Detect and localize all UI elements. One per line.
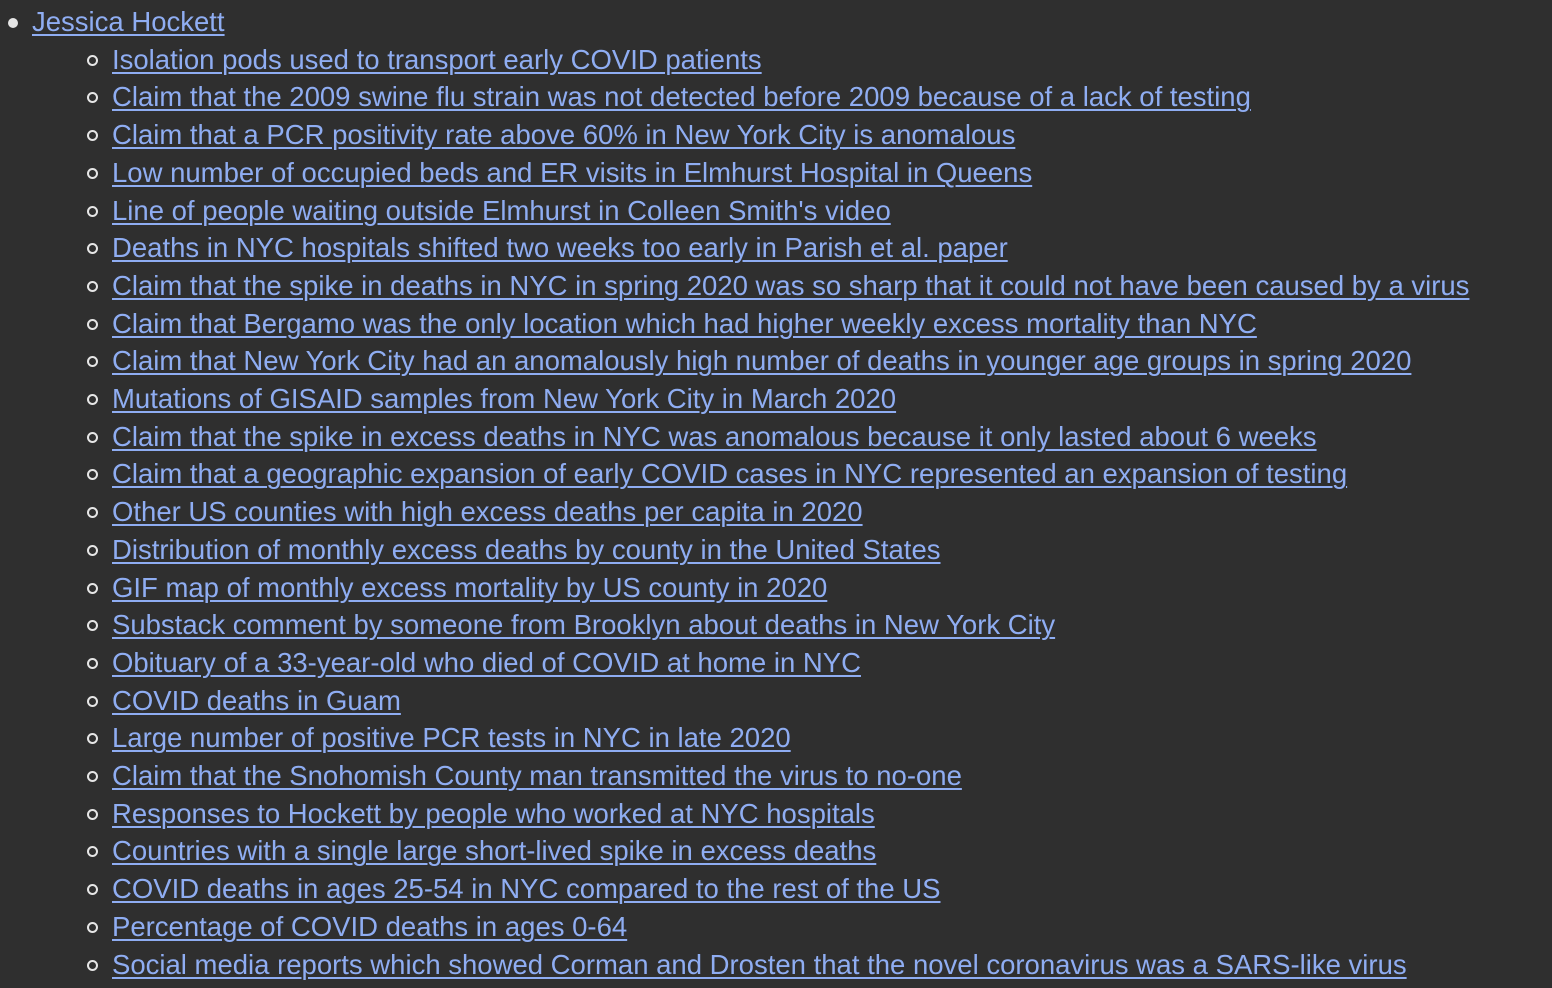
topic-link[interactable]: Substack comment by someone from Brooklyn about deaths in New York City	[112, 609, 1056, 641]
topic-link[interactable]: Responses to Hockett by people who worked at NYC hospitals	[112, 797, 875, 829]
list-item	[32, 493, 1469, 531]
outline-list	[0, 3, 1469, 983]
topic-link[interactable]: Countries with a single large short-lived spike in excess deaths	[112, 835, 877, 867]
filled-bullet-icon	[8, 18, 18, 28]
hollow-bullet-icon	[87, 545, 98, 556]
hollow-bullet-icon	[87, 92, 98, 103]
list-item	[32, 380, 1469, 418]
list-item	[32, 682, 1469, 720]
topic-link[interactable]: Isolation pods used to transport early COVID patients	[112, 43, 762, 75]
topic-link[interactable]: Claim that Bergamo was the only location which had higher weekly excess mortality than NYC	[112, 307, 1257, 339]
hollow-bullet-icon	[87, 922, 98, 933]
topic-link[interactable]: Claim that New York City had an anomalously high number of deaths in younger age groups in spring 2020	[112, 345, 1412, 377]
hollow-bullet-icon	[87, 583, 98, 594]
list-item	[32, 644, 1469, 682]
hollow-bullet-icon	[87, 696, 98, 707]
topic-link[interactable]: Other US counties with high excess deaths per capita in 2020	[112, 496, 863, 528]
hollow-bullet-icon	[87, 243, 98, 254]
hollow-bullet-icon	[87, 130, 98, 141]
hollow-bullet-icon	[87, 771, 98, 782]
list-item	[32, 795, 1469, 833]
list-item	[32, 757, 1469, 795]
topic-link[interactable]: Claim that the 2009 swine flu strain was not detected before 2009 because of a lack of testing	[112, 81, 1251, 113]
hollow-bullet-icon	[87, 319, 98, 330]
list-item	[32, 78, 1469, 116]
hollow-bullet-icon	[87, 55, 98, 66]
list-item	[32, 342, 1469, 380]
list-item	[32, 606, 1469, 644]
list-item	[32, 569, 1469, 607]
list-item	[32, 305, 1469, 343]
topic-link[interactable]: Deaths in NYC hospitals shifted two weeks too early in Parish et al. paper	[112, 232, 1008, 264]
topic-link[interactable]: Claim that the spike in deaths in NYC in spring 2020 was so sharp that it could not have been caused by a virus	[112, 269, 1470, 301]
hollow-bullet-icon	[87, 168, 98, 179]
outline-item-author	[0, 3, 1469, 983]
list-item	[32, 192, 1469, 230]
hollow-bullet-icon	[87, 658, 98, 669]
topic-link[interactable]: Social media reports which showed Corman and Drosten that the novel coronavirus was a SARS-like virus	[112, 948, 1407, 980]
list-item	[32, 870, 1469, 908]
topic-link[interactable]: Claim that the spike in excess deaths in NYC was anomalous because it only lasted about 6 weeks	[112, 420, 1317, 452]
list-item	[32, 455, 1469, 493]
list-item	[32, 908, 1469, 946]
topic-link[interactable]: Claim that a PCR positivity rate above 60% in New York City is anomalous	[112, 119, 1016, 151]
list-item	[32, 267, 1469, 305]
hollow-bullet-icon	[87, 394, 98, 405]
topic-link[interactable]: Large number of positive PCR tests in NYC in late 2020	[112, 722, 791, 754]
topic-link[interactable]: COVID deaths in Guam	[112, 684, 401, 716]
topic-link[interactable]: Low number of occupied beds and ER visits in Elmhurst Hospital in Queens	[112, 156, 1033, 188]
hollow-bullet-icon	[87, 620, 98, 631]
list-item	[32, 116, 1469, 154]
sub-list	[32, 41, 1469, 984]
topic-link[interactable]: Claim that the Snohomish County man transmitted the virus to no-one	[112, 760, 962, 792]
topic-link[interactable]: Claim that a geographic expansion of early COVID cases in NYC represented an expansion of testing	[112, 458, 1348, 490]
list-item	[32, 946, 1469, 984]
hollow-bullet-icon	[87, 733, 98, 744]
hollow-bullet-icon	[87, 356, 98, 367]
hollow-bullet-icon	[87, 507, 98, 518]
topic-link[interactable]: Distribution of monthly excess deaths by county in the United States	[112, 533, 941, 565]
list-item	[32, 41, 1469, 79]
list-item	[32, 154, 1469, 192]
hollow-bullet-icon	[87, 281, 98, 292]
hollow-bullet-icon	[87, 846, 98, 857]
list-item	[32, 719, 1469, 757]
topic-link[interactable]: Mutations of GISAID samples from New York City in March 2020	[112, 383, 897, 415]
hollow-bullet-icon	[87, 206, 98, 217]
hollow-bullet-icon	[87, 809, 98, 820]
list-item	[32, 832, 1469, 870]
topic-link[interactable]: Percentage of COVID deaths in ages 0-64	[112, 910, 628, 942]
hollow-bullet-icon	[87, 432, 98, 443]
list-item	[32, 531, 1469, 569]
topic-link[interactable]: Obituary of a 33-year-old who died of COVID at home in NYC	[112, 646, 861, 678]
author-link[interactable]: Jessica Hockett	[32, 6, 225, 37]
hollow-bullet-icon	[87, 469, 98, 480]
topic-link[interactable]: COVID deaths in ages 25-54 in NYC compared to the rest of the US	[112, 873, 941, 905]
hollow-bullet-icon	[87, 960, 98, 971]
hollow-bullet-icon	[87, 884, 98, 895]
topic-link[interactable]: GIF map of monthly excess mortality by US county in 2020	[112, 571, 828, 603]
list-item	[32, 229, 1469, 267]
list-item	[32, 418, 1469, 456]
topic-link[interactable]: Line of people waiting outside Elmhurst in Colleen Smith's video	[112, 194, 891, 226]
